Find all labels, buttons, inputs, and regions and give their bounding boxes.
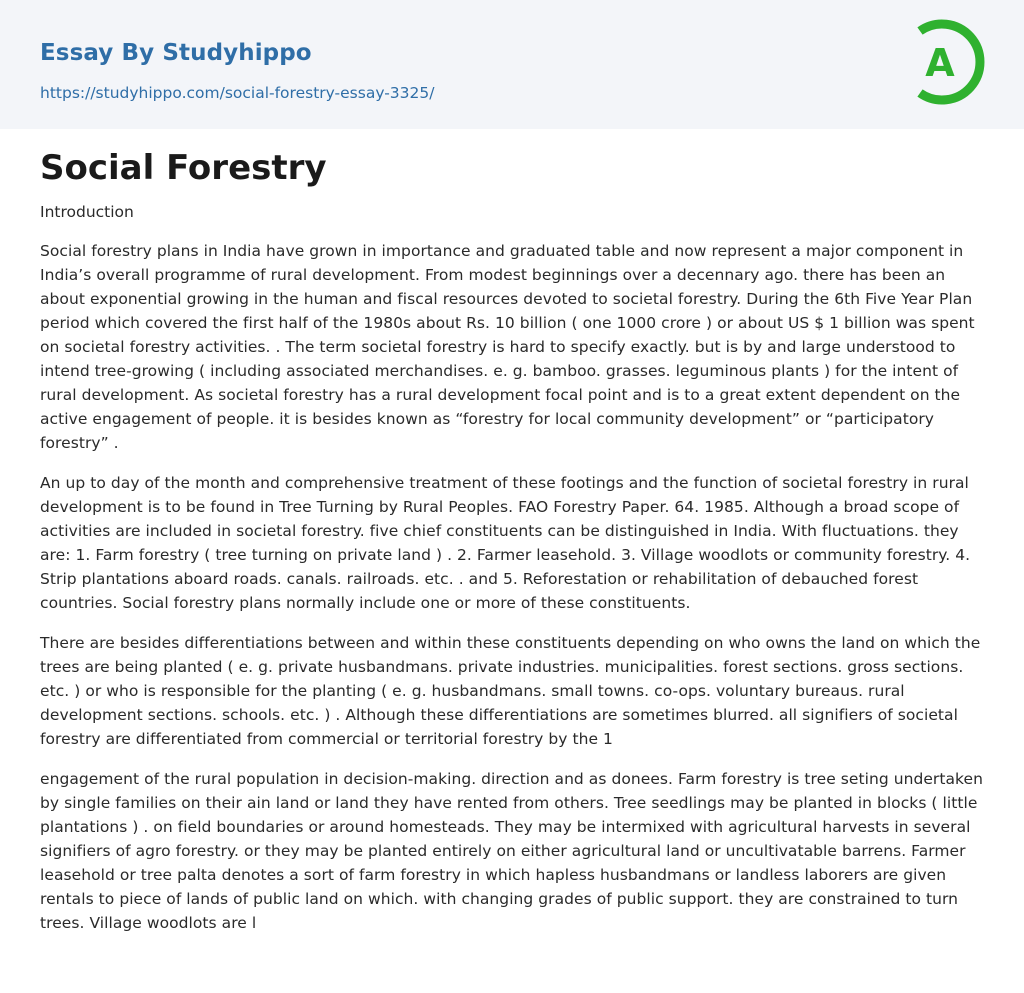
studyhippo-logo-icon[interactable] (908, 18, 988, 106)
paragraph: Social forestry plans in India have grown in importance and graduated table and now represent a major component in India’s overall programme of rural development. From modest beginnings over a decennary ago. there has been an about exponential growing in the human and fiscal resources devoted to societal forestry. During the 6th Five Year Plan period which covered the first half of the 1980s about Rs. 10 billion ( one 1000 crore ) or about US $ 1 billion was spent on societal forestry activities. . The term societal forestry is hard to specify exactly. but is by and large understood to intend tree-growing ( including associated merchandises. e. g. bamboo. grasses. leguminous plants ) for the intent of rural development. As societal forestry has a rural development focal point and is to a great extent dependent on the active engagement of people. it is besides known as “forestry for local community development” or “participatory forestry” . (40, 242, 975, 452)
page-title: Social Forestry (40, 148, 327, 188)
site-header (0, 0, 1024, 129)
logo-letter: A (925, 41, 955, 85)
article-body (0, 129, 1024, 935)
intro-heading: Introduction (40, 203, 134, 221)
paragraph: engagement of the rural population in decision-making. direction and as donees. Farm forestry is tree seting undertaken by single families on their ain land or land they have rented from others. Tree seedlings may be planted in blocks ( little plantations ) . on field boundaries or around homesteads. They may be intermixed with agricultural harvests in several signifiers of agro forestry. or they may be planted entirely on either agricultural land or uncultivatable barrens. Farmer leasehold or tree palta denotes a sort of farm forestry in which hapless husbandmans or landless laborers are given rentals to piece of lands of public land on which. with changing grades of public support. they are constrained to turn trees. Village woodlots are l (40, 770, 983, 932)
paragraph: There are besides differentiations between and within these constituents depending on who owns the land on which the trees are being planted ( e. g. private husbandmans. private industries. municipalities. forest sections. gross sections. etc. ) or who is responsible for the planting ( e. g. husbandmans. small towns. co-ops. voluntary bureaus. rural development sections. schools. etc. ) . Although these differentiations are sometimes blurred. all signifiers of societal forestry are differentiated from commercial or territorial forestry by the 1 (40, 634, 981, 748)
paragraph: An up to day of the month and comprehensive treatment of these footings and the function of societal forestry in rural development is to be found in Tree Turning by Rural Peoples. FAO Forestry Paper. 64. 1985. Although a broad scope of activities are included in societal forestry. five chief constituents can be distinguished in India. With fluctuations. they are: 1. Farm forestry ( tree turning on private land ) . 2. Farmer leasehold. 3. Village woodlots or community forestry. 4. Strip plantations aboard roads. canals. railroads. etc. . and 5. Reforestation or rehabilitation of debauched forest countries. Social forestry plans normally include one or more of these constituents. (40, 474, 971, 612)
brand-title[interactable]: Essay By Studyhippo (40, 40, 312, 66)
source-url[interactable]: https://studyhippo.com/social-forestry-essay-3325/ (40, 84, 435, 102)
